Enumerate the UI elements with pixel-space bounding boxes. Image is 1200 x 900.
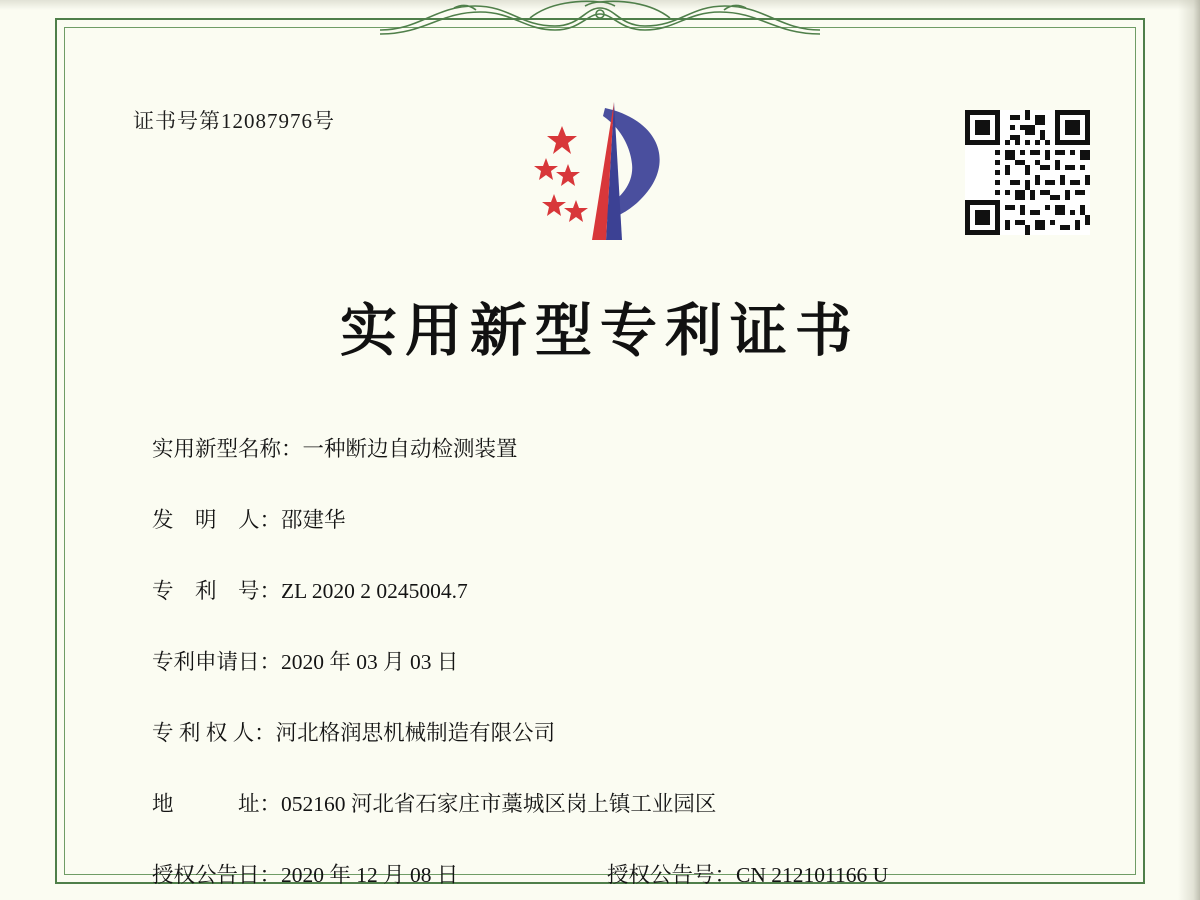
qr-code-icon — [965, 110, 1090, 235]
field-value: 河北格润思机械制造有限公司 — [275, 721, 556, 745]
field-label: 专 利 权 人： — [152, 721, 276, 745]
field-label: 授权公告日： — [152, 863, 282, 887]
field-label: 授权公告号： — [607, 863, 737, 887]
ornament-top-scroll — [380, 0, 820, 36]
field-grant-date — [152, 858, 458, 889]
field-value: 一种断边自动检测装置 — [302, 437, 518, 461]
field-patentee — [152, 716, 1102, 787]
cnipa-emblem-icon — [510, 90, 685, 250]
field-label: 专 利 号： — [152, 579, 282, 603]
field-publication-number — [607, 858, 888, 889]
field-label: 专利申请日： — [152, 650, 282, 674]
field-value: 2020 年 03 月 03 日 — [281, 650, 459, 674]
certificate-number: 证书号第12087976号 — [133, 109, 335, 133]
field-address — [152, 787, 1102, 858]
field-value: 052160 河北省石家庄市藁城区岗上镇工业园区 — [281, 792, 717, 816]
field-utility-model-name — [152, 432, 1102, 503]
field-application-date — [152, 645, 1102, 716]
field-label: 实用新型名称： — [152, 437, 303, 461]
field-inventor — [152, 503, 1102, 574]
field-label: 发 明 人： — [152, 508, 282, 532]
field-patent-number — [152, 574, 1102, 645]
certificate-fields — [152, 432, 1102, 898]
field-value: 2020 年 12 月 08 日 — [281, 863, 459, 887]
field-value: 邵建华 — [281, 508, 346, 532]
page-title: 实用新型专利证书 — [340, 297, 860, 364]
field-value: CN 212101166 U — [736, 863, 889, 887]
paper-edge-right — [1178, 0, 1200, 900]
field-value: ZL 2020 2 0245004.7 — [281, 579, 468, 603]
field-grant-row — [152, 858, 1102, 898]
field-label: 地 址： — [152, 792, 282, 816]
